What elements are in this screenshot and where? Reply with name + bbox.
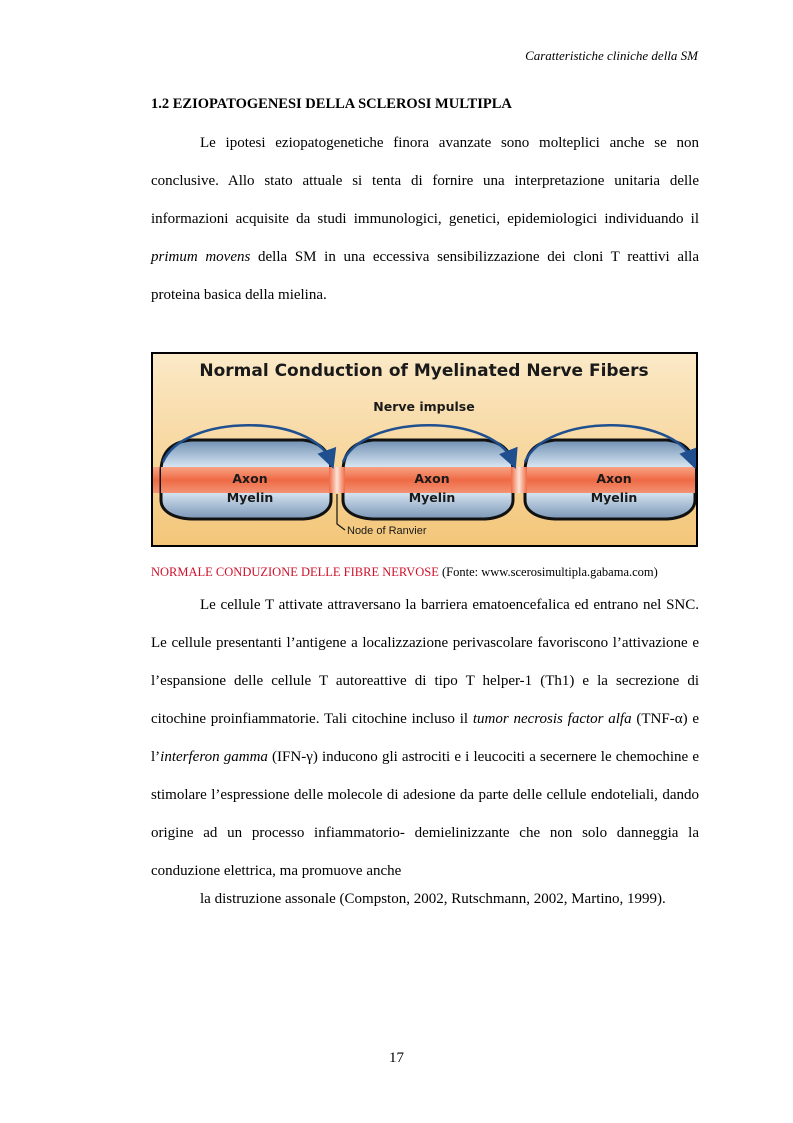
nerve-conduction-figure [151, 352, 698, 547]
paragraph-t-cells-italic-1: tumor necrosis factor alfa [472, 711, 632, 727]
paragraph-intro [151, 124, 699, 314]
node-of-ranvier-label: Node of Ranvier [347, 525, 427, 537]
paragraph-intro-text-2: della SM in una eccessiva sensibilizzazione dei cloni T reattivi alla proteina basica della mielina. [151, 249, 699, 303]
paragraph-t-cells-italic-2: interferon gamma [160, 749, 268, 765]
axon-label-3: Axon [596, 471, 632, 486]
axon-label-2: Axon [414, 471, 450, 486]
paragraph-intro-text-1: Le ipotesi eziopatogenetiche finora avanzate sono molteplici anche se non conclusive. Allo stato attuale si tenta di fornire una interpretazione unitaria delle informazioni acquisite da studi immunologici, genetici, epidemiologici individuando il [151, 135, 699, 227]
caption-label: NORMALE CONDUZIONE DELLE FIBRE NERVOSE [151, 565, 439, 579]
page-number: 17 [389, 1050, 404, 1066]
node-of-ranvier-1 [329, 467, 345, 493]
myelin-label-3: Myelin [590, 490, 638, 505]
caption-source: (Fonte: www.scerosimultipla.gabama.com) [438, 565, 658, 579]
paragraph-t-cells-text-2: (TNF-α) e l’ [151, 711, 699, 765]
paragraph-t-cells-text-1: Le cellule T attivate attraversano la barriera ematoencefalica ed entrano nel SNC. Le cellule presentanti l’antigene a localizzazione perivascolare favoriscono l’attivazione e l’espansione delle cellule T autoreattive di tipo T helper-1 (Th1) e la secrezione di citochine proinfiammatorie. Tali citochine incluso il [151, 597, 699, 727]
node-of-ranvier-2 [511, 467, 527, 493]
axon-label-1: Axon [232, 471, 268, 486]
figure-title: Normal Conduction of Myelinated Nerve Fibers [199, 361, 649, 381]
figure-impulse-label: Nerve impulse [373, 399, 475, 414]
section-title: 1.2 EZIOPATOGENESI DELLA SCLEROSI MULTIPLA [151, 96, 512, 112]
paragraph-t-cells-last-line: demielinizzante che non solo danneggia la conduzione elettrica, ma promuove anche [151, 825, 700, 879]
paragraph-final-line: la distruzione assonale (Compston, 2002, Rutschmann, 2002, Martino, 1999). [200, 891, 666, 907]
myelin-label-1: Myelin [226, 490, 274, 505]
figure-caption [151, 565, 711, 580]
paragraph-t-cells-text-3: (IFN-γ) inducono gli astrociti e i leucociti a secernere le chemochine e stimolare l’espressione delle molecole di adesione da parte delle cellule endoteliali, dando origine ad un processo infiammatorio- [151, 749, 700, 841]
myelin-label-2: Myelin [408, 490, 456, 505]
running-header: Caratteristiche cliniche della SM [525, 48, 698, 63]
paragraph-intro-italic: primum movens [151, 249, 251, 265]
paragraph-t-cells [151, 586, 699, 890]
